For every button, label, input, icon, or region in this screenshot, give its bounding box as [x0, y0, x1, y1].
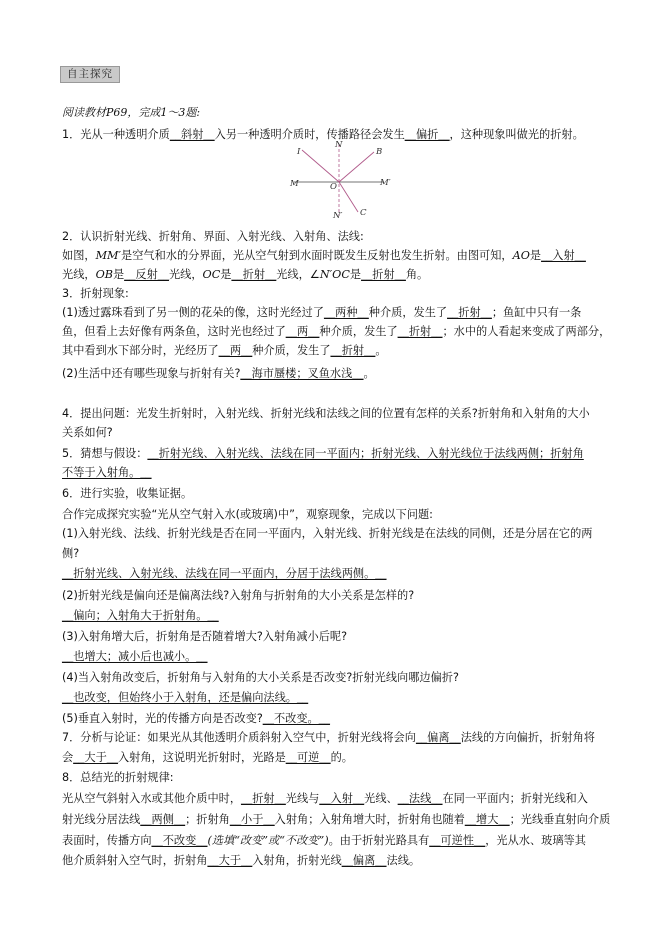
- answer-blank: __斜射__: [169, 128, 215, 141]
- answer-blank: __小于__: [229, 813, 275, 826]
- line-text: 7．分析与论证：如果光从其他透明介质斜射入空气中，折射光线将会向: [62, 731, 416, 744]
- line-text: 是: [112, 268, 125, 281]
- line-text: (4)当入射角改变后，折射角与入射角的大小关系是否改变?折射光线向哪边偏折?: [62, 671, 459, 684]
- answer-blank: __折射__: [330, 344, 376, 357]
- answer-blank: __法线__: [397, 792, 443, 805]
- answer-blank: __两侧__: [140, 813, 186, 826]
- answer-blank: __不改变__: [151, 834, 208, 847]
- diagram-label-C: C: [360, 208, 367, 218]
- diagram-label-I: I: [297, 147, 301, 157]
- diagram-label-N-prime: N′: [333, 211, 343, 220]
- answer-blank: __两__: [285, 325, 320, 338]
- line-text: 4．提出问题：光发生折射时，入射光线、折射光线和法线之间的位置有怎样的关系?折射角和入射角的大小: [62, 407, 590, 420]
- text-line: [62, 609, 219, 623]
- line-text: 其中看到水下部分时，光经历了: [62, 344, 219, 357]
- line-text: ，这种现象叫做光的折射。: [449, 128, 584, 141]
- line-text: ；光线垂直射向介质: [509, 813, 611, 826]
- text-line: [62, 712, 330, 726]
- text-line: [62, 813, 610, 827]
- line-text: ；折射角: [185, 813, 230, 826]
- text-line: [62, 306, 581, 320]
- answer-blank: __可逆__: [285, 751, 331, 764]
- refraction-diagram: [286, 140, 396, 220]
- line-text: 种介质，发生了: [252, 344, 331, 357]
- line-text: 。: [375, 344, 387, 357]
- line-text: 合作完成探究实验“光从空气射入水(或玻璃)中”，观察现象，完成以下问题:: [62, 508, 433, 521]
- line-text: 在同一平面内；折射光线和入: [442, 792, 588, 805]
- text-line: [62, 367, 375, 381]
- answer-blank: __入射__: [319, 792, 365, 805]
- italic-term: OC: [202, 268, 221, 281]
- line-text: 光线，∠: [276, 268, 320, 281]
- text-line: [62, 567, 386, 581]
- line-text: 入射角，折射光线: [252, 854, 342, 867]
- answer-blank: __偏离__: [341, 854, 387, 867]
- answer-blank: __折射__: [231, 268, 277, 281]
- line-text: 光从空气斜射入水或其他介质中时，: [62, 792, 242, 805]
- text-line: [62, 407, 590, 421]
- italic-term: (选填“改变”或“不改变”): [207, 834, 329, 847]
- line-text: 6．进行实验，收集证据。: [62, 487, 193, 500]
- text-line: [62, 731, 595, 745]
- answer-blank: __两__: [218, 344, 253, 357]
- answer-blank: __折射__: [361, 268, 406, 281]
- line-text: 是空气和水的分界面，光从空气射到水面时既发生反射也发生折射。由图可知，: [121, 249, 513, 262]
- answer-blank: __不改变。__: [262, 712, 330, 725]
- text-line: [62, 128, 584, 142]
- diagram-label-O: O: [330, 182, 337, 192]
- answer-blank: __也增大；减小后也减小。__: [62, 650, 208, 663]
- answer-blank: __折射__: [447, 306, 492, 319]
- line-text: 鱼，但看上去好像有两条鱼，这时光也经过了: [62, 325, 286, 338]
- line-text: 如图，: [62, 249, 96, 262]
- answer-blank: __偏离__: [415, 731, 461, 744]
- answer-blank: __折射__: [397, 325, 443, 338]
- line-text: 种介质，发生了: [368, 306, 448, 319]
- text-line: [62, 287, 129, 301]
- answer-blank: __反射__: [124, 268, 169, 281]
- text-line: [62, 344, 387, 358]
- line-text: 关系如何?: [62, 426, 113, 439]
- text-line: [62, 771, 174, 785]
- section-tag: 自主探究: [60, 66, 120, 83]
- line-text: 3．折射现象:: [62, 287, 129, 300]
- text-line: [62, 547, 79, 561]
- reading-instruction: 阅读教材P69，完成1～3题:: [62, 106, 201, 119]
- text-line: [62, 854, 420, 868]
- answer-blank: __两种__: [323, 306, 369, 319]
- answer-blank: __大于__: [207, 854, 253, 867]
- text-line: [62, 230, 364, 244]
- text-line: [62, 691, 308, 705]
- line-text: 入射角；入射角增大时，折射角也随着: [274, 813, 465, 826]
- line-text: 光线与: [285, 792, 320, 805]
- answer-blank: __折射光线、入射光线、法线在同一平面内，分居于法线两侧。__: [62, 567, 387, 580]
- text-line: [62, 792, 588, 806]
- line-text: (3)入射角增大后，折射角是否随着增大?入射角减小后呢?: [62, 630, 348, 643]
- text-line: [62, 447, 584, 461]
- line-text: (1)透过露珠看到了另一侧的花朵的像，这时光经过了: [62, 306, 324, 319]
- text-line: [62, 466, 152, 480]
- answer-blank: 不等于入射角。__: [62, 466, 152, 479]
- line-text: 光线，: [62, 268, 96, 281]
- line-text: 8．总结光的折射规律:: [62, 771, 174, 784]
- text-line: [62, 630, 347, 644]
- line-text: 的。: [330, 751, 353, 764]
- line-text: (2)生活中还有哪些现象与折射有关?: [62, 367, 241, 380]
- diagram-label-B: B: [376, 147, 383, 157]
- line-text: 入另一种透明介质时，传播路径会发生: [214, 128, 405, 141]
- answer-blank: __偏折__: [404, 128, 450, 141]
- text-line: [62, 268, 428, 282]
- line-text: 。由于折射光路具有: [328, 834, 430, 847]
- text-line: [62, 249, 586, 263]
- line-text: 2．认识折射光线、折射角、界面、入射光线、入射角、法线:: [62, 230, 364, 243]
- italic-term: N′OC: [319, 268, 350, 281]
- line-text: 是: [529, 249, 542, 262]
- text-line: [62, 487, 192, 501]
- answer-blank: __入射__: [541, 249, 586, 262]
- line-text: 法线的方向偏折，折射角将: [460, 731, 595, 744]
- line-text: (2)折射光线是偏向还是偏离法线?入射角与折射角的大小关系是怎样的?: [62, 589, 415, 602]
- italic-term: MM′: [95, 249, 122, 262]
- line-text: 种介质，发生了: [319, 325, 398, 338]
- italic-term: AO: [512, 249, 530, 262]
- line-text: 。: [363, 367, 375, 380]
- text-line: [62, 671, 459, 685]
- line-text: 角。: [405, 268, 429, 281]
- line-text: ；鱼缸中只有一条: [491, 306, 582, 319]
- text-line: [62, 527, 592, 541]
- line-text: 5．猜想与假设：: [62, 447, 148, 460]
- line-text: 他介质斜射入空气时，折射角: [62, 854, 208, 867]
- line-text: 表面时，传播方向: [62, 834, 152, 847]
- answer-blank: __折射__: [241, 792, 286, 805]
- diagram-label-M: M: [290, 179, 299, 189]
- line-text: 入射角，这说明光折射时，光路是: [117, 751, 286, 764]
- line-text: ；水中的人看起来变成了两部分，: [442, 325, 611, 338]
- answer-blank: __也改变，但始终小于入射角，还是偏向法线。__: [62, 691, 309, 704]
- text-line: [62, 508, 433, 522]
- line-text: 光线、: [364, 792, 398, 805]
- answer-blank: __大于__: [73, 751, 118, 764]
- line-text: 侧?: [62, 547, 80, 560]
- line-text: 是: [220, 268, 232, 281]
- line-text: 1．光从一种透明介质: [62, 128, 170, 141]
- text-line: [62, 325, 610, 339]
- answer-blank: __偏向；入射角大于折射角。__: [62, 609, 219, 622]
- text-line: [62, 751, 353, 765]
- line-text: 是: [349, 268, 362, 281]
- line-text: 射光线分居法线: [62, 813, 141, 826]
- answer-blank: __海市蜃楼；叉鱼水浅__: [240, 367, 364, 380]
- text-line: [62, 426, 113, 440]
- line-text: 法线。: [386, 854, 421, 867]
- line-text: (5)垂直入射时，光的传播方向是否改变?: [62, 712, 263, 725]
- answer-blank: __可逆性__: [429, 834, 486, 847]
- diagram-label-N: N: [335, 140, 343, 150]
- text-line: [62, 589, 414, 603]
- line-text: ，光从水、玻璃等其: [485, 834, 586, 847]
- line-text: (1)入射光线、法线、折射光线是否在同一平面内，入射光线、折射光线是在法线的同侧，还是分居在它的两: [62, 527, 593, 540]
- text-line: [62, 650, 207, 664]
- answer-blank: __折射光线、入射光线、法线在同一平面内；折射光线、入射光线位于法线两侧；折射角: [147, 447, 584, 460]
- text-line: [62, 834, 586, 848]
- diagram-label-M-prime: M′: [380, 178, 391, 188]
- line-text: 会: [62, 751, 74, 764]
- answer-blank: __增大__: [464, 813, 510, 826]
- line-text: 光线，: [168, 268, 203, 281]
- italic-term: OB: [95, 268, 113, 281]
